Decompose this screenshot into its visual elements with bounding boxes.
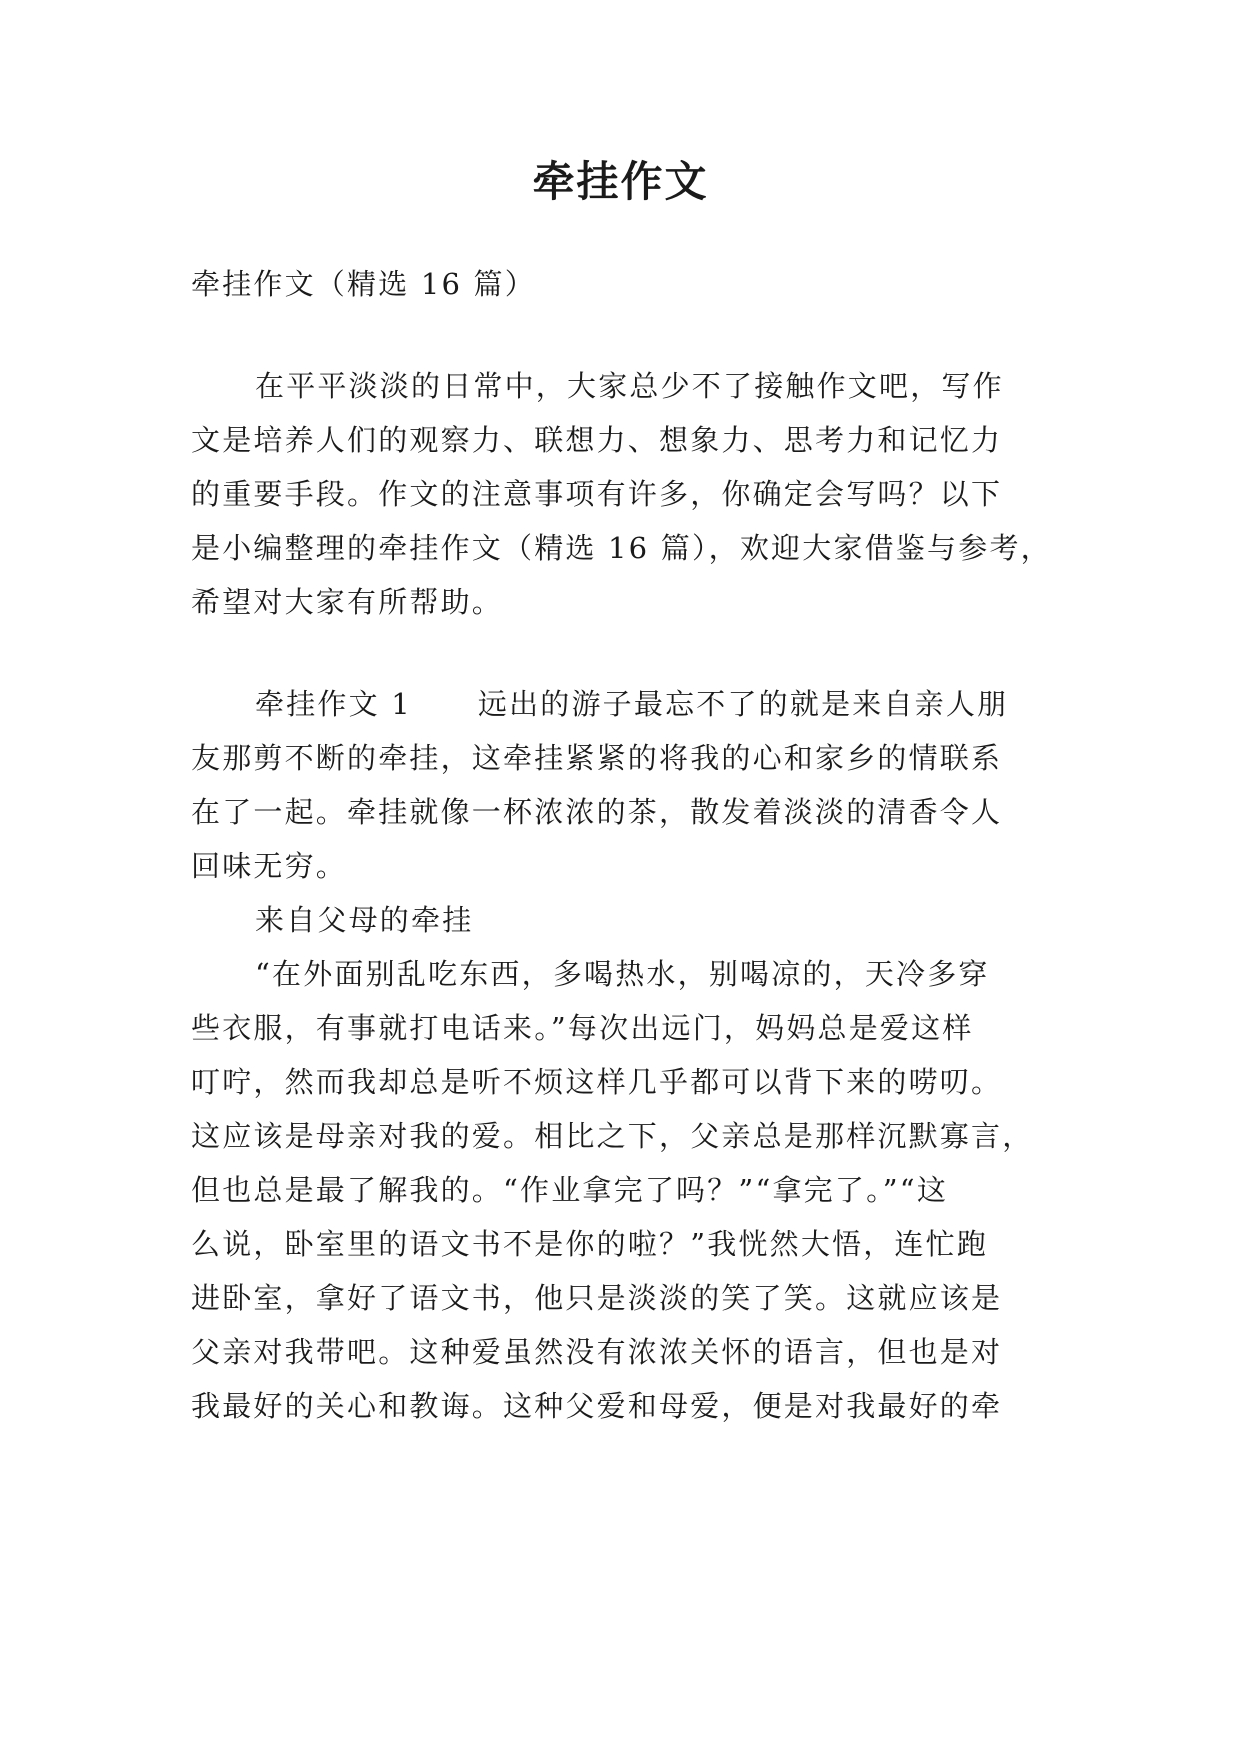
paragraph-line: 么说，卧室里的语文书不是你的啦？”我恍然大悟，连忙跑 [191, 1227, 989, 1261]
paragraph-line: 在平平淡淡的日常中，大家总少不了接触作文吧，写作 [255, 369, 1004, 403]
paragraph-line: 友那剪不断的牵挂，这牵挂紧紧的将我的心和家乡的情联系 [191, 741, 1003, 775]
paragraph-line: 是小编整理的牵挂作文（精选 16 篇），欢迎大家借鉴与参考， [191, 531, 1052, 565]
section-heading: 来自父母的牵挂 [255, 903, 474, 937]
paragraph-line: 希望对大家有所帮助。 [191, 585, 504, 619]
paragraph-line: 些衣服，有事就打电话来。”每次出远门，妈妈总是爱这样 [191, 1011, 974, 1045]
paragraph-text: 远出的游子最忘不了的就是来自亲人朋 [477, 687, 1009, 721]
paragraph-line: 叮咛，然而我却总是听不烦这样几乎都可以背下来的唠叨。 [191, 1065, 1003, 1099]
paragraph-line: 的重要手段。作文的注意事项有许多，你确定会写吗？以下 [191, 477, 1003, 511]
paragraph-line: 回味无穷。 [191, 849, 348, 883]
paragraph-line: 这应该是母亲对我的爱。相比之下，父亲总是那样沉默寡言， [191, 1119, 1034, 1153]
essay-heading: 牵挂作文 1 [255, 687, 412, 721]
paragraph-line: 在了一起。牵挂就像一杯浓浓的茶，散发着淡淡的清香令人 [191, 795, 1003, 829]
paragraph-line: 进卧室，拿好了语文书，他只是淡淡的笑了笑。这就应该是 [191, 1281, 1003, 1315]
paragraph-line: 但也总是最了解我的。“作业拿完了吗？”“拿完了。”“这 [191, 1173, 949, 1207]
paragraph-line [255, 684, 1155, 724]
paragraph-line: 我最好的关心和教诲。这种父爱和母爱，便是对我最好的牵 [191, 1389, 1003, 1423]
paragraph-line: “在外面别乱吃东西，多喝热水，别喝凉的，天冷多穿 [255, 957, 990, 991]
document-title: 牵挂作文 [532, 157, 709, 206]
document-subtitle: 牵挂作文（精选 16 篇） [191, 267, 536, 301]
paragraph-line: 父亲对我带吧。这种爱虽然没有浓浓关怀的语言，但也是对 [191, 1335, 1003, 1369]
paragraph-line: 文是培养人们的观察力、联想力、想象力、思考力和记忆力 [191, 423, 1003, 457]
